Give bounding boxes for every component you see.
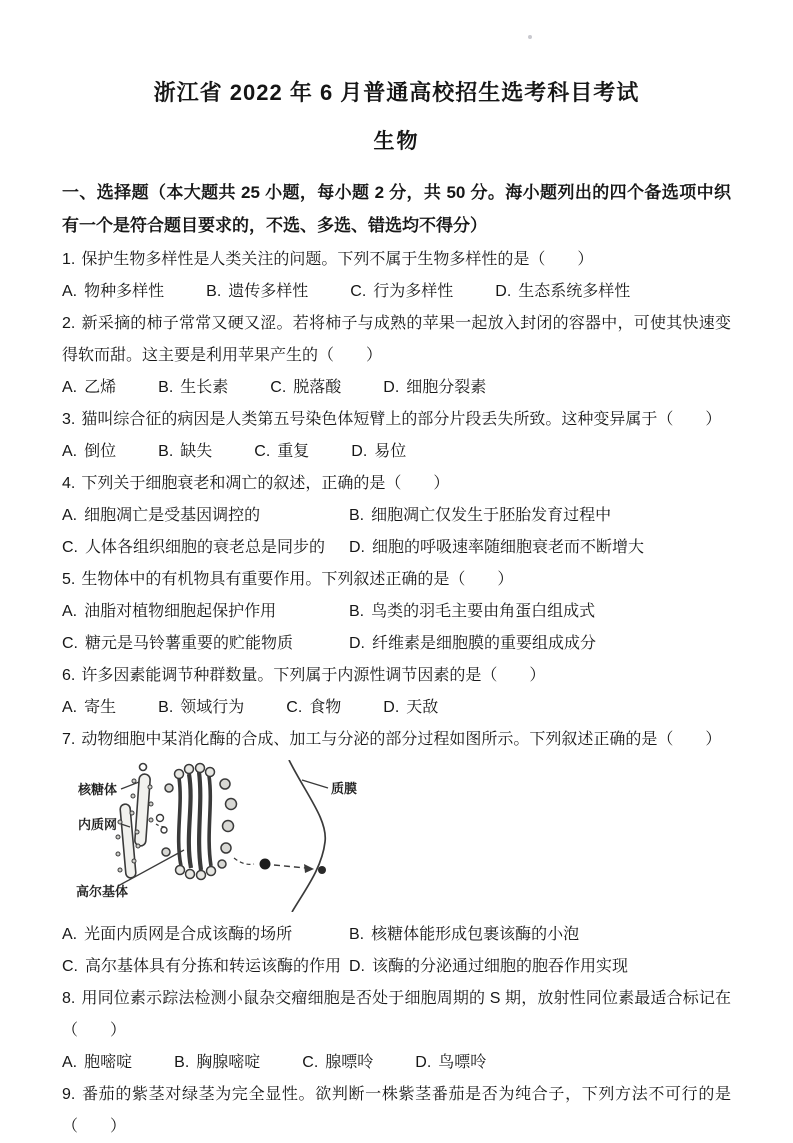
option-text: 易位 (374, 443, 407, 460)
option-label: A. (62, 926, 78, 943)
option-text: 油脂对植物细胞起保护作用 (84, 603, 277, 620)
option-text: 高尔基体具有分拣和转运该酶的作用 (85, 958, 342, 975)
option-label: C. (302, 1054, 319, 1071)
option-text: 核糖体能形成包裹该酶的小泡 (371, 926, 580, 943)
option-text: 食物 (309, 699, 342, 716)
option-B (349, 919, 731, 951)
question-stem: 生物体中的有机物具有重要作用。下列叙述正确的是（ ） (81, 571, 514, 588)
option-C (62, 951, 349, 983)
option-text: 天敌 (406, 699, 439, 716)
option-label: D. (415, 1054, 432, 1071)
option-label: D. (383, 379, 400, 396)
question-9 (62, 1079, 731, 1143)
option-label: D. (349, 958, 365, 975)
option-text: 纤维素是细胞膜的重要组成成分 (372, 635, 597, 652)
option-C (62, 628, 349, 660)
option-text: 光面内质网是合成该酶的场所 (84, 926, 293, 943)
option-text: 该酶的分泌通过细胞的胞吞作用实现 (372, 958, 629, 975)
golgi-shape (175, 764, 216, 880)
question-stem-line (62, 724, 731, 756)
option-label: D. (383, 699, 400, 716)
option-A (62, 1047, 132, 1079)
option-B (174, 1047, 260, 1079)
option-text: 物种多样性 (84, 283, 165, 300)
vesicle-to-membrane-arrow (274, 865, 306, 868)
option-label: C. (62, 539, 78, 556)
question-options (62, 276, 731, 308)
question-stem-line (62, 404, 731, 436)
option-D (349, 951, 731, 983)
option-C (270, 372, 341, 404)
option-B (158, 372, 228, 404)
option-label: C. (62, 635, 78, 652)
option-A (62, 919, 349, 951)
question-stem-line (62, 308, 731, 372)
membrane-curve (289, 760, 325, 912)
option-label: C. (350, 283, 367, 300)
option-text: 细胞分裂素 (406, 379, 487, 396)
question-stem: 猫叫综合征的病因是人类第五号染色体短臂上的部分片段丢失所致。这种变异属于（ ） (81, 411, 722, 428)
option-label: A. (62, 379, 78, 396)
question-stem: 用同位素示踪法检测小鼠杂交瘤细胞是否处于细胞周期的 S 期，放射性同位素最适合标记在（ ） (62, 990, 731, 1039)
question-stem-line (62, 468, 731, 500)
fused-vesicle-dot (318, 866, 326, 874)
option-C (302, 1047, 373, 1079)
questions-list (62, 244, 731, 1143)
option-text: 胞嘧啶 (84, 1054, 133, 1071)
question-stem: 下列关于细胞衰老和凋亡的叙述，正确的是（ ） (81, 475, 450, 492)
option-label: B. (158, 699, 174, 716)
question-stem: 保护生物多样性是人类关注的问题。下列不属于生物多样性的是（ ） (81, 251, 594, 268)
option-B (158, 692, 244, 724)
option-D (349, 628, 731, 660)
question-stem: 许多因素能调节种群数量。下列属于内源性调节因素的是（ ） (81, 667, 546, 684)
option-text: 生长素 (180, 379, 229, 396)
option-text: 细胞的呼吸速率随细胞衰老而不断增大 (372, 539, 645, 556)
question-stem-line (62, 564, 731, 596)
label-golgi: 高尔基体 (76, 884, 129, 899)
option-text: 糖元是马铃薯重要的贮能物质 (85, 635, 294, 652)
option-label: A. (62, 603, 78, 620)
question-7 (62, 724, 731, 983)
option-C (350, 276, 453, 308)
option-label: D. (349, 539, 365, 556)
er-to-golgi-arrow (156, 824, 166, 827)
option-A (62, 436, 116, 468)
option-label: B. (158, 443, 174, 460)
question-number: 1. (62, 251, 76, 268)
option-D (383, 372, 486, 404)
option-label: A. (62, 1054, 78, 1071)
question-3 (62, 404, 731, 468)
question-stem-line (62, 1079, 731, 1143)
option-label: D. (351, 443, 368, 460)
option-D (351, 436, 406, 468)
secretion-pathway-figure (76, 760, 468, 912)
option-A (62, 500, 349, 532)
arrowhead (304, 864, 314, 873)
option-text: 生态系统多样性 (518, 283, 631, 300)
page-title: 浙江省 2022 年 6 月普通高校招生选考科目考试 (153, 80, 640, 105)
option-C (62, 532, 349, 564)
option-text: 重复 (277, 443, 310, 460)
option-label: C. (254, 443, 271, 460)
option-text: 遗传多样性 (228, 283, 309, 300)
option-label: B. (349, 926, 365, 943)
option-text: 鸟类的羽毛主要由角蛋白组成式 (371, 603, 596, 620)
question-5 (62, 564, 731, 660)
question-options (62, 436, 731, 468)
question-number: 6. (62, 667, 76, 684)
question-number: 2. (62, 315, 76, 332)
option-B (349, 596, 731, 628)
question-stem: 动物细胞中某消化酶的合成、加工与分泌的部分过程如图所示。下列叙述正确的是（ ） (81, 731, 722, 748)
question-stem-line (62, 660, 731, 692)
option-B (349, 500, 731, 532)
question-number: 3. (62, 411, 76, 428)
cell-secretion-diagram (76, 760, 731, 917)
option-label: B. (349, 507, 365, 524)
question-body (62, 760, 731, 917)
question-options (62, 596, 731, 660)
option-text: 腺嘌呤 (325, 1054, 374, 1071)
option-label: B. (349, 603, 365, 620)
question-stem-line (62, 244, 731, 276)
vesicle-dot (260, 859, 271, 870)
option-text: 倒位 (84, 443, 117, 460)
membrane-pointer-line (302, 780, 328, 788)
option-text: 细胞凋亡仅发生于胚胎发育过程中 (371, 507, 612, 524)
label-membrane: 质膜 (331, 781, 358, 796)
option-text: 寄生 (84, 699, 117, 716)
golgi-to-vesicle-arrow (234, 858, 254, 864)
option-label: A. (62, 283, 78, 300)
option-D (349, 532, 731, 564)
question-stem-line (62, 983, 731, 1047)
question-1 (62, 244, 731, 308)
option-label: B. (174, 1054, 190, 1071)
option-label: A. (62, 507, 78, 524)
question-stem: 新采摘的柿子常常又硬又涩。若将柿子与成熟的苹果一起放入封闭的容器中，可使其快速变得软而甜。这主要是利用苹果产生的（ ） (62, 315, 731, 364)
option-label: A. (62, 699, 78, 716)
ribosome-pointer-line (121, 782, 139, 789)
option-label: B. (206, 283, 222, 300)
question-number: 9. (62, 1086, 76, 1103)
option-A (62, 372, 116, 404)
subject-title: 生物 (373, 130, 420, 153)
option-A (62, 596, 349, 628)
option-B (158, 436, 212, 468)
option-label: D. (495, 283, 512, 300)
label-er: 内质网 (78, 817, 118, 832)
option-text: 领域行为 (180, 699, 245, 716)
question-stem: 番茄的紫茎对绿茎为完全显性。欲判断一株紫茎番茄是否为纯合子，下列方法不可行的是（ ） (62, 1086, 731, 1135)
question-2 (62, 308, 731, 404)
question-6 (62, 660, 731, 724)
option-D (415, 1047, 486, 1079)
option-text: 人体各组织细胞的衰老总是同步的 (85, 539, 326, 556)
option-D (495, 276, 630, 308)
transition-vesicles (157, 815, 168, 834)
option-C (286, 692, 341, 724)
option-text: 乙烯 (84, 379, 117, 396)
option-label: C. (270, 379, 287, 396)
option-label: B. (158, 379, 174, 396)
option-text: 细胞凋亡是受基因调控的 (84, 507, 261, 524)
question-8 (62, 983, 731, 1079)
option-text: 行为多样性 (373, 283, 454, 300)
option-B (206, 276, 308, 308)
question-options (62, 500, 731, 564)
question-options (62, 919, 731, 983)
question-options (62, 1047, 731, 1079)
option-text: 脱落酸 (293, 379, 342, 396)
question-number: 8. (62, 990, 76, 1007)
option-C (254, 436, 309, 468)
label-ribosome: 核糖体 (78, 782, 118, 797)
option-label: C. (62, 958, 78, 975)
option-text: 缺失 (180, 443, 213, 460)
option-text: 胸腺嘧啶 (196, 1054, 261, 1071)
option-A (62, 692, 116, 724)
question-4 (62, 468, 731, 564)
scan-artifact-dot (528, 35, 532, 39)
section-header: 一、选择题（本大题共 25 小题，每小题 2 分，共 50 分。海小题列出的四个备选项中织有一个是符合题目要求的，不选、多选、错选均不得分） (62, 183, 731, 235)
question-options (62, 692, 731, 724)
option-label: D. (349, 635, 365, 652)
option-D (383, 692, 438, 724)
question-number: 5. (62, 571, 76, 588)
question-options (62, 372, 731, 404)
option-label: A. (62, 443, 78, 460)
option-label: C. (286, 699, 303, 716)
question-number: 4. (62, 475, 76, 492)
option-text: 鸟嘌呤 (438, 1054, 487, 1071)
question-number: 7. (62, 731, 76, 748)
option-A (62, 276, 164, 308)
